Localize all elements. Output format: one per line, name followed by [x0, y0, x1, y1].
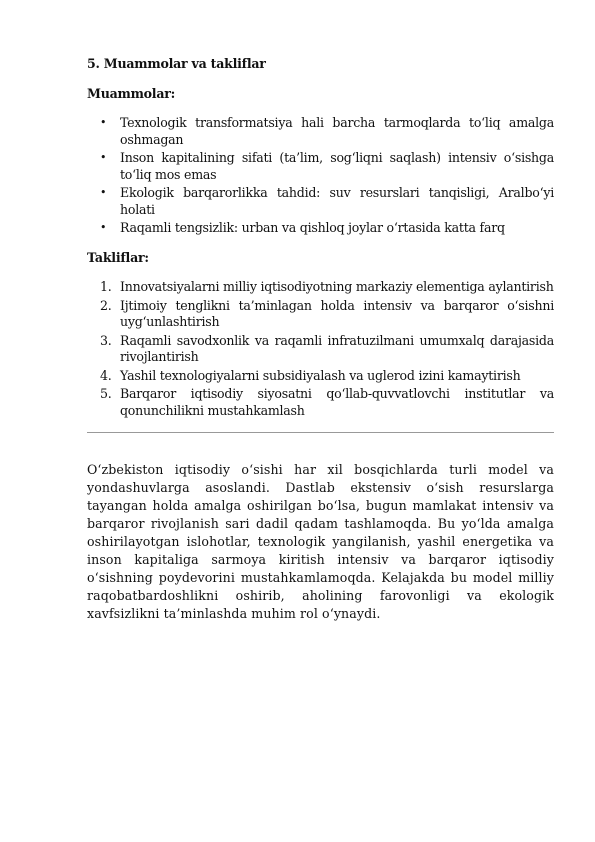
proposal-item: [100, 386, 554, 419]
proposal-item: [100, 279, 554, 296]
proposal-item: [100, 332, 554, 366]
proposal-number: 4.: [100, 367, 112, 383]
proposal-item: [100, 297, 554, 331]
proposals-list: [87, 279, 554, 419]
proposal-text: Innovatsiyalarni milliy iqtisodiyotning markaziy elementiga aylantirish: [120, 279, 554, 294]
section-title: 5. Muammolar va takliflar: [87, 56, 266, 71]
problems-heading: Muammolar:: [87, 85, 176, 101]
problem-item: • Inson kapitalining sifati (ta’lim, sog‘liqni saqlash) intensiv o‘sishga to‘liq mos emas: [120, 150, 554, 183]
proposals-heading: Takliflar:: [87, 249, 149, 265]
conclusion-paragraph: O‘zbekiston iqtisodiy o‘sishi har xil bosqichlarda turli model va yondashuvlarga asoslandi. Dastlab ekstensiv o‘sish resurslarga tayangan holda amalga oshirilgan bo‘lsa, bugun mamlakat intensiv va barqaror rivojlanish sari dadil qadam tashlamoqda. Bu yo‘lda amalga oshirilayotgan islohotlar, texnologik yangilanish, yashil energetika va inson kapitaliga sarmoya kiritish intensiv va barqaror iqtisodiy o‘sishning poydevorini mustahkamlamoqda. Kelajakda bu model milliy raqobatbardoshlikni oshirib, aholining farovonligi va ekologik xavfsizlikni ta’minlashda muhim rol o‘ynaydi.: [87, 462, 554, 621]
problems-list: [87, 115, 554, 237]
proposal-number: 2.: [100, 297, 112, 313]
problem-item: • Ekologik barqarorlikka tahdid: suv resurslari tanqisligi, Aralbo‘yi holati: [120, 185, 554, 218]
proposal-text: Yashil texnologiyalarni subsidiyalash va uglerod izini kamaytirish: [120, 367, 521, 383]
section-divider: [87, 432, 554, 433]
proposal-item: [100, 367, 554, 385]
proposal-text: Raqamli savodxonlik va raqamli infratuzilmani umumxalq darajasida rivojlantirish: [120, 332, 554, 364]
problem-item: • Raqamli tengsizlik: urban va qishloq joylar o‘rtasida katta farq: [120, 220, 554, 237]
proposal-number: 5.: [100, 386, 112, 401]
document-content: [87, 56, 554, 623]
proposal-text: Barqaror iqtisodiy siyosatni qo‘llab-quvvatlovchi institutlar va qonunchilikni mustahkamlash: [120, 386, 554, 418]
proposal-number: 1.: [100, 279, 112, 294]
proposal-text: Ijtimoiy tenglikni ta’minlagan holda intensiv va barqaror o‘sishni uyg‘unlashtirish: [120, 297, 554, 329]
problem-item: • Texnologik transformatsiya hali barcha tarmoqlarda to‘liq amalga oshmagan: [120, 115, 554, 148]
proposal-number: 3.: [100, 332, 112, 348]
